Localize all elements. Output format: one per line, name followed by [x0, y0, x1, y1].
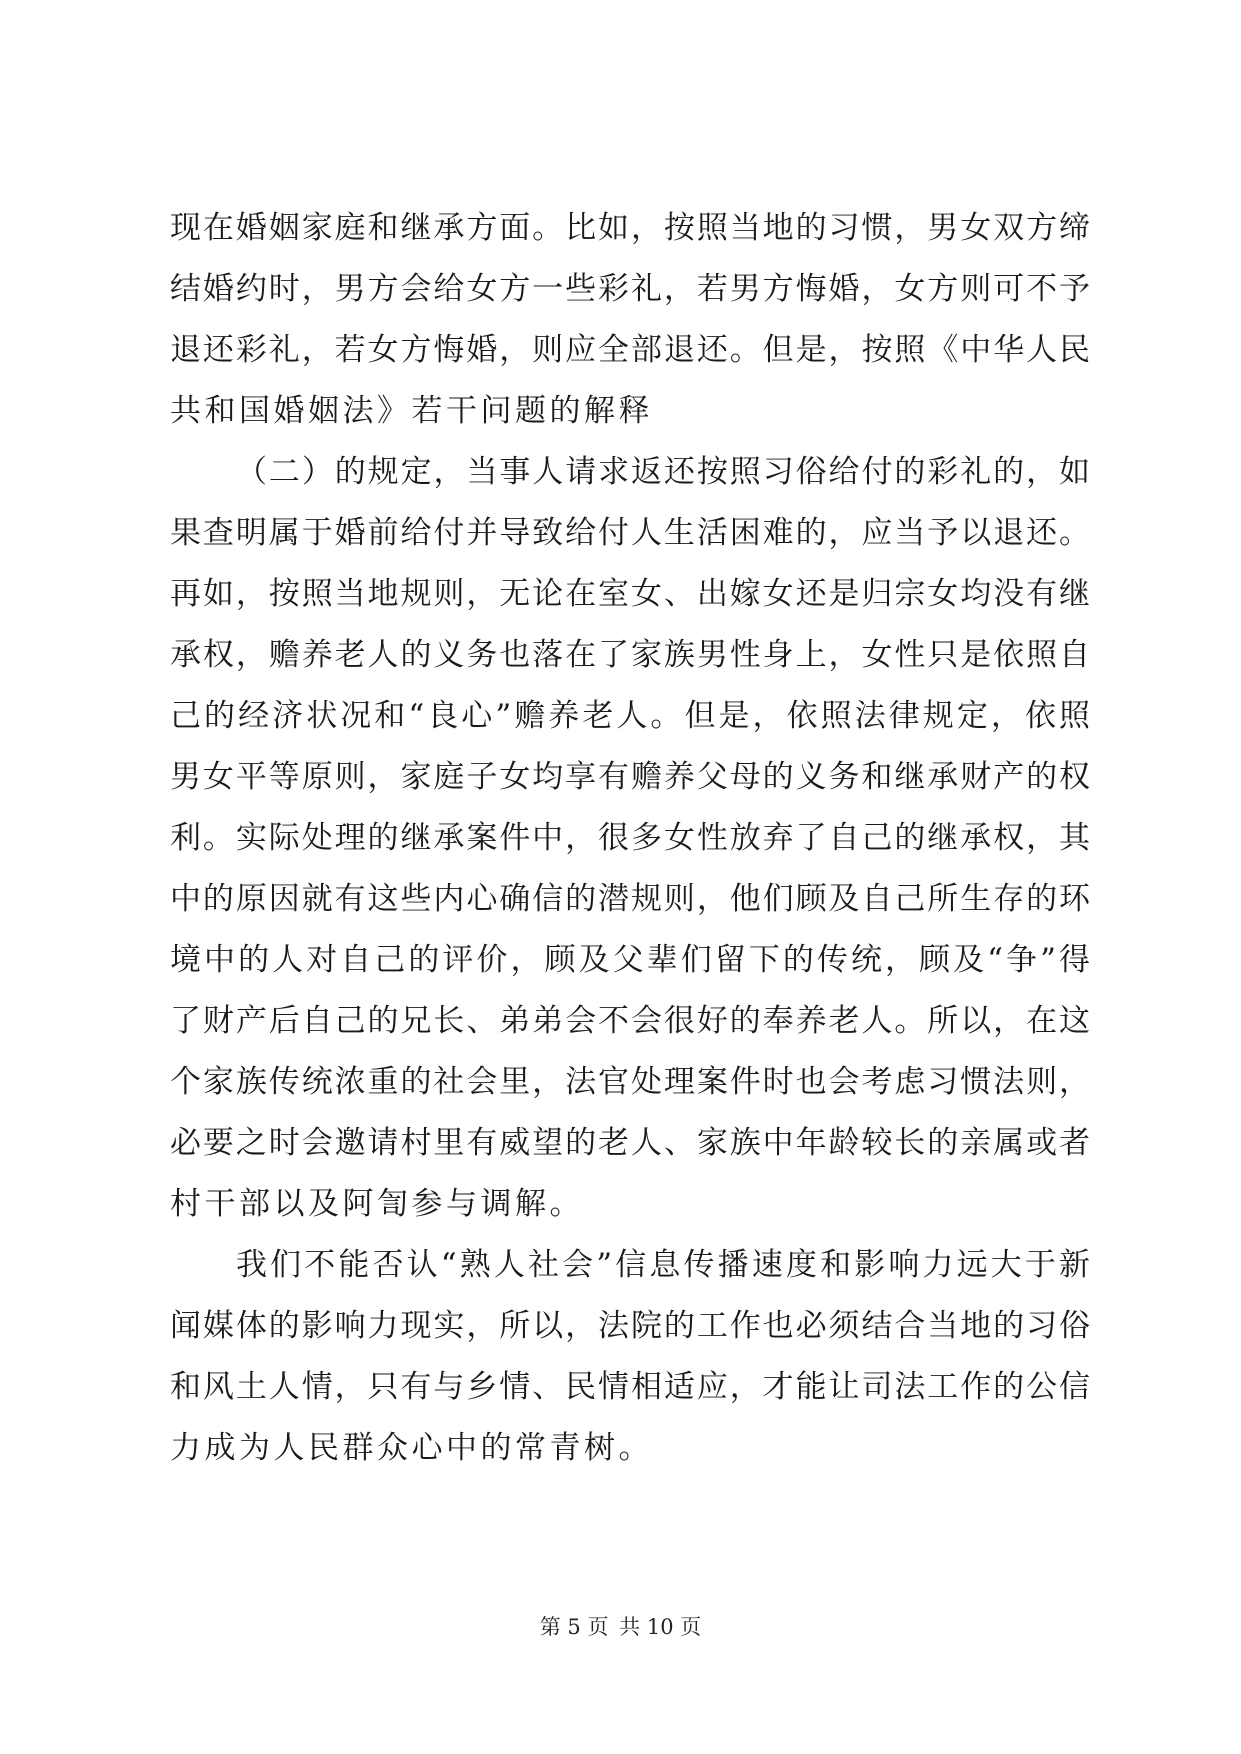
- text-line: 利。实际处理的继承案件中，很多女性放弃了自己的继承权，其: [170, 820, 1090, 856]
- text-line: 现在婚姻家庭和继承方面。比如，按照当地的习惯，男女双方缔: [170, 210, 1090, 246]
- text-line: 闻媒体的影响力现实，所以，法院的工作也必须结合当地的习俗: [170, 1308, 1090, 1344]
- text-line: 中的原因就有这些内心确信的潜规则，他们顾及自己所生存的环: [170, 881, 1090, 917]
- text-line: 了财产后自己的兄长、弟弟会不会很好的奉养老人。所以，在这: [170, 1003, 1090, 1039]
- text-line: 承权，赡养老人的义务也落在了家族男性身上，女性只是依照自: [170, 637, 1090, 673]
- page-number: 第 5 页: [539, 1615, 609, 1639]
- text-line: 力成为人民群众心中的常青树。: [170, 1430, 653, 1466]
- text-line: 必要之时会邀请村里有威望的老人、家族中年龄较长的亲属或者: [170, 1125, 1090, 1161]
- text-line: 果查明属于婚前给付并导致给付人生活困难的，应当予以退还。: [170, 515, 1090, 551]
- body-text: [170, 198, 1090, 1479]
- page-total: 共 10 页: [619, 1615, 702, 1639]
- text-line: 共和国婚姻法》若干问题的解释: [170, 393, 653, 429]
- text-line: 男女平等原则，家庭子女均享有赡养父母的义务和继承财产的权: [170, 759, 1090, 795]
- page-footer: [0, 1613, 1241, 1641]
- text-line: 个家族传统浓重的社会里，法官处理案件时也会考虑习惯法则，: [170, 1064, 1090, 1100]
- text-line: 结婚约时，男方会给女方一些彩礼，若男方悔婚，女方则可不予: [170, 271, 1090, 307]
- text-line: 己的经济状况和“良心”赡养老人。但是，依照法律规定，依照: [170, 698, 1090, 734]
- text-line: 和风土人情，只有与乡情、民情相适应，才能让司法工作的公信: [170, 1369, 1090, 1405]
- text-line: 再如，按照当地规则，无论在室女、出嫁女还是归宗女均没有继: [170, 576, 1090, 612]
- text-line: 村干部以及阿訇参与调解。: [170, 1186, 584, 1222]
- text-line: 境中的人对自己的评价，顾及父辈们留下的传统，顾及“争”得: [170, 942, 1090, 978]
- text-line: 退还彩礼，若女方悔婚，则应全部退还。但是，按照《中华人民: [170, 332, 1090, 368]
- text-line: 我们不能否认“熟人社会”信息传播速度和影响力远大于新: [236, 1247, 1090, 1283]
- text-line: （二）的规定，当事人请求返还按照习俗给付的彩礼的，如: [236, 454, 1090, 490]
